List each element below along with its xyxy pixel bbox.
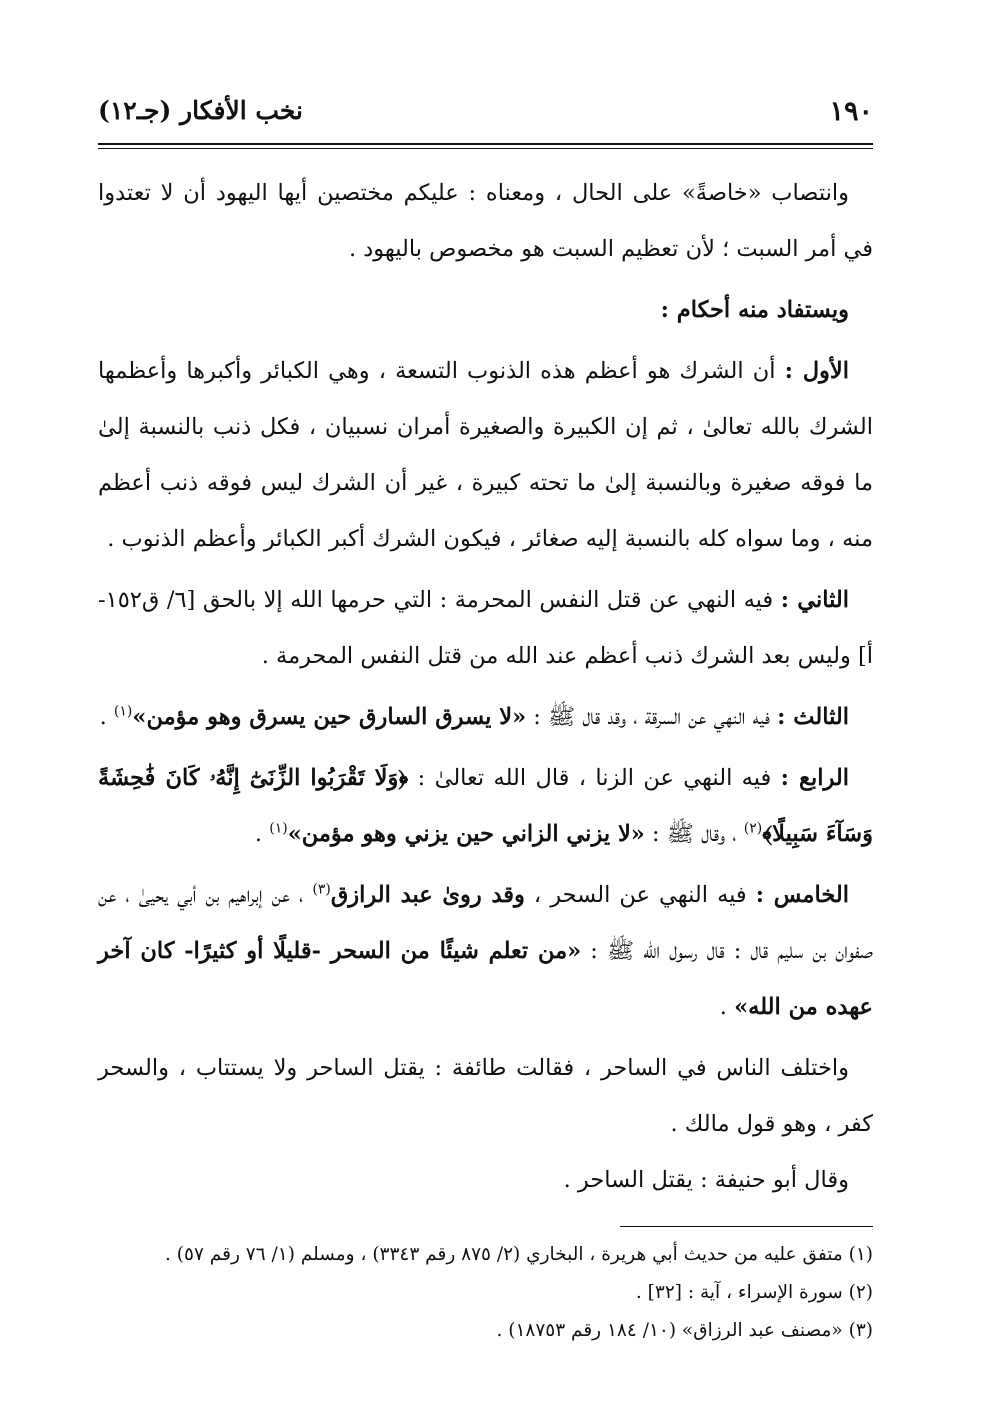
page-number: ١٩٠	[829, 96, 873, 127]
paragraph-text: فيه النهي عن السرقة ، وقد قال ﷺ :	[526, 704, 778, 730]
paragraph-text: فيه النهي عن السحر ،	[524, 882, 756, 908]
paragraph-label: الثاني :	[780, 587, 849, 613]
footnote-ref: (١)	[113, 703, 133, 720]
header-rule	[98, 143, 873, 145]
footnote-ref: (٣)	[312, 881, 331, 898]
paragraph-third	[98, 689, 873, 745]
section-heading: ويستفاد منه أحكام :	[660, 297, 849, 323]
hadith-quote: «لا يزني الزاني حين يزني وهو مؤمن»	[287, 821, 645, 847]
paragraph-label: الثالث :	[777, 704, 849, 730]
paragraph-fifth	[98, 867, 873, 1035]
running-title: نخب الأفكار (جـ١٢)	[98, 96, 304, 125]
paragraph-text: فيه النهي عن الزنا ، قال الله تعالىٰ :	[408, 765, 781, 791]
paragraph-abu-hanifa: وقال أبو حنيفة : يقتل الساحر .	[563, 1167, 849, 1193]
narrator-name: وقد روىٰ عبد الرازق	[330, 882, 525, 908]
paragraph-label: الأول :	[784, 358, 849, 384]
paragraph-end: .	[719, 994, 735, 1020]
paragraph-text: أن الشرك هو أعظم هذه الذنوب التسعة ، وهي الكبائر وأكبرها وأعظمها الشرك بالله تعالىٰ ، ثم إن الكبيرة والصغيرة أمران نسبيان ، فكل ذنب بالنسبة إلىٰ ما فوقه صغيرة وبالنسبة إلىٰ ما تحته كبيرة ، غير أن الشرك ليس فوقه ذنب أعظم منه ، وما سواه كله بالنسبة إليه صغائر ، فيكون الشرك أكبر الكبائر وأعظم الذنوب .	[98, 358, 873, 552]
paragraph-fourth	[98, 750, 873, 862]
footnotes	[98, 1236, 873, 1350]
paragraph-first	[98, 343, 873, 567]
paragraph-second	[98, 572, 873, 684]
footnote-ref: (١)	[269, 820, 288, 837]
footnote-ref: (٢)	[743, 820, 763, 837]
footnote-separator	[620, 1226, 873, 1227]
page-header	[98, 96, 873, 132]
paragraph-text: ، عن إبراهيم بن أبي يحيىٰ ، عن صفوان بن سليم قال : قال رسول الله ﷺ :	[98, 882, 873, 964]
paragraph-label: الرابع :	[780, 765, 849, 791]
paragraph-text: فيه النهي عن قتل النفس المحرمة : التي حرمها الله إلا بالحق [٦/ ق١٥٢-أ] وليس بعد الشرك ذنب أعظم عند الله من قتل النفس المحرمة .	[98, 587, 873, 669]
quran-verse: ﴿وَلَا تَقْرَبُوا الزِّنَىٰٓ إِنَّهُۥ كَانَ فَٰحِشَةً وَسَآءَ سَبِيلًا﴾	[98, 765, 873, 847]
hadith-quote: «لا يسرق السارق حين يسرق وهو مؤمن»	[132, 704, 527, 730]
paragraph-label: الخامس :	[755, 882, 849, 908]
footnote: (٣) «مصنف عبد الرزاق» (١٠/ ١٨٤ رقم ١٨٧٥٣) .	[496, 1320, 873, 1341]
paragraph-end: .	[99, 704, 114, 730]
header-rule-thin	[98, 148, 873, 149]
hadith-quote: «من تعلم شيئًا من السحر -قليلًا أو كثيرًا- كان آخر عهده من الله»	[98, 938, 873, 1020]
paragraph-intro: وانتصاب «خاصةً» على الحال ، ومعناه : عليكم مختصين أيها اليهود أن لا تعتدوا في أمر السبت ؛ لأن تعظيم السبت هو مخصوص باليهود .	[98, 180, 873, 262]
paragraph-end: .	[254, 821, 270, 847]
footnote: (٢) سورة الإسراء ، آية : [٣٢] .	[635, 1282, 873, 1303]
footnote: (١) متفق عليه من حديث أبي هريرة ، البخاري (٢/ ٨٧٥ رقم ٣٣٤٣) ، ومسلم (١/ ٧٦ رقم ٥٧) .	[165, 1244, 873, 1265]
body-text	[98, 165, 873, 1208]
paragraph-text: ، وقال ﷺ :	[644, 821, 744, 847]
paragraph-magician: واختلف الناس في الساحر ، فقالت طائفة : يقتل الساحر ولا يستتاب ، والسحر كفر ، وهو قول مالك .	[98, 1055, 873, 1137]
